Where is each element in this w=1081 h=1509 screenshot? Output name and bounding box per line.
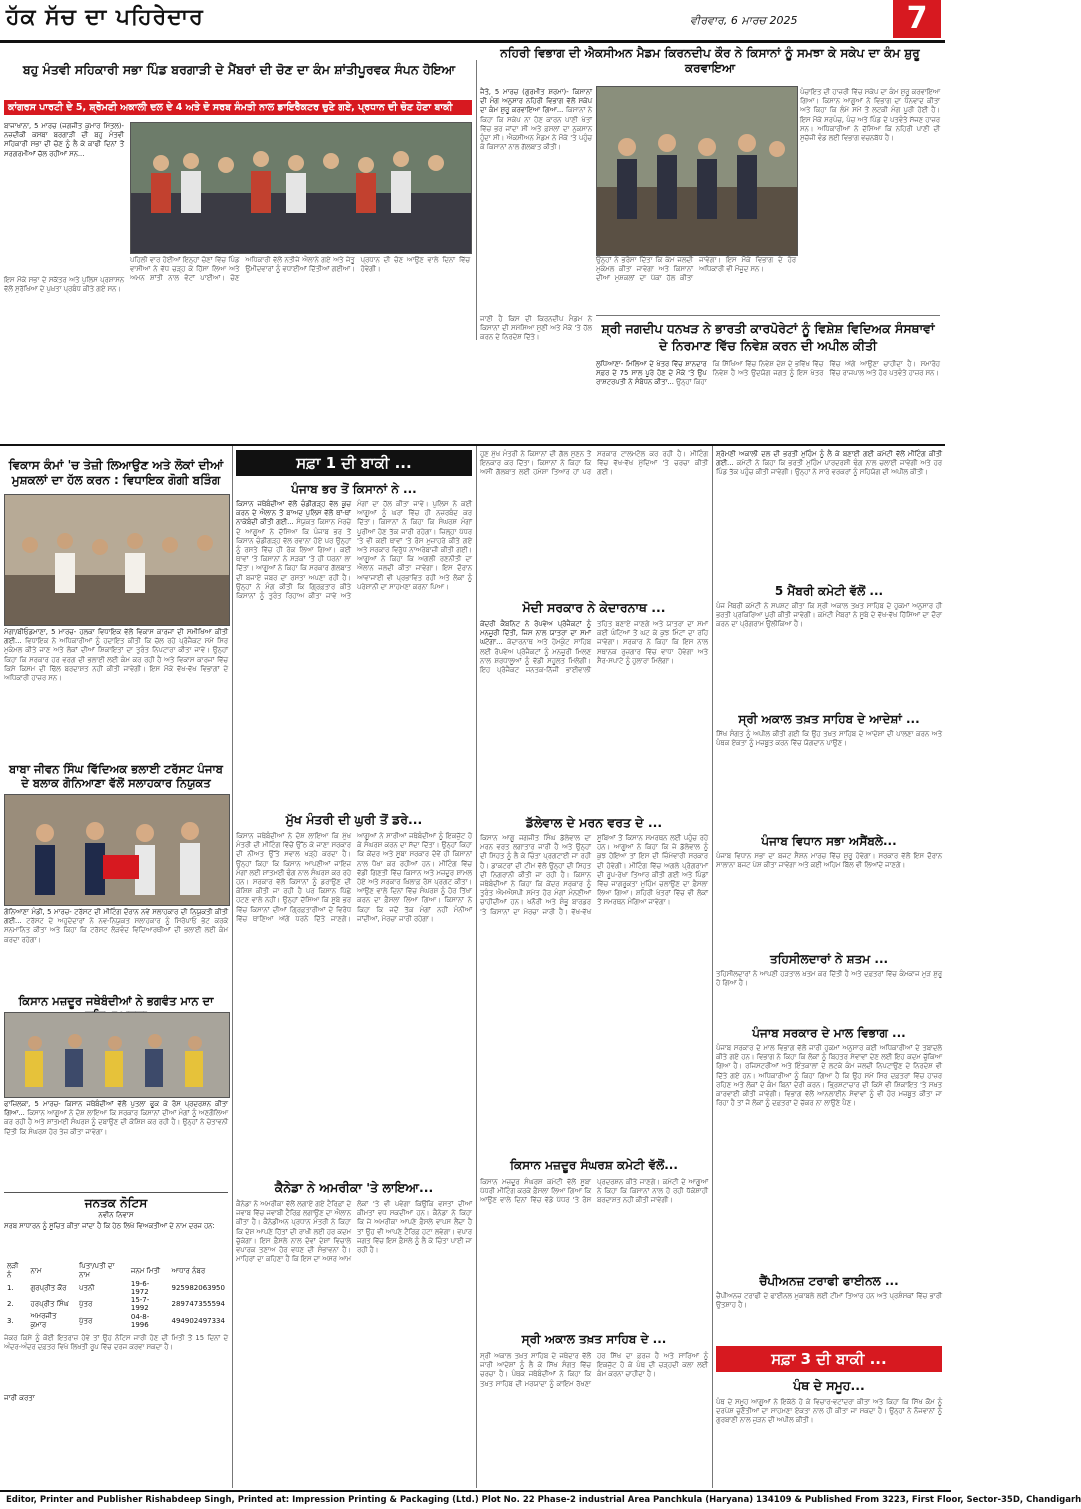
- page1-section-heading: ਮੁੱਖ ਮੰਤਰੀ ਦੀ ਘੁਰੀ ਤੋਂ ਡਰੇ...: [285, 812, 423, 827]
- col4-body-1: ਪੰਜ ਮੈਂਬਰੀ ਕਮੇਟੀ ਨੇ ਸਪਸ਼ਟ ਕੀਤਾ ਕਿ ਸ੍ਰੀ ਅਕਾਲ ਤਖ਼ਤ ਸਾਹਿਬ ਦੇ ਹੁਕਮਾਂ ਅਨੁਸਾਰ ਹੀ ਭਰਤੀ ਪ੍ਰਕਿਰਿਆ ਪੂਰੀ ਕੀਤੀ ਜਾਵੇਗੀ। ਕਮੇਟੀ ਮੈਂਬਰਾਂ ਨੇ ਸੂਬੇ ਦੇ ਵੱਖ-ਵੱਖ ਹਿੱਸਿਆਂ ਦਾ ਦੌਰਾ ਕਰਨ ਦਾ ਪ੍ਰੋਗਰਾਮ ਉਲੀਕਿਆ ਹੈ।: [716, 602, 942, 629]
- col3-body-3: ਕਿਸਾਨ ਮਜ਼ਦੂਰ ਸੰਘਰਸ਼ ਕਮੇਟੀ ਵੱਲੋਂ ਸੂਬਾ ਪੱਧਰੀ ਮੀਟਿੰਗ ਕਰਕੇ ਫ਼ੈਸਲਾ ਲਿਆ ਗਿਆ ਕਿ ਆਉਣ ਵਾਲੇ ਦਿਨਾਂ ਵਿੱਚ ਵੱਡੇ ਪੱਧਰ 'ਤੇ ਰੋਸ ਪ੍ਰਦਰਸ਼ਨ ਕੀਤੇ ਜਾਣਗੇ। ਕਮੇਟੀ ਦੇ ਆਗੂਆਂ ਨੇ ਕਿਹਾ ਕਿ ਕਿਸਾਨਾਂ ਨਾਲ ਹੋ ਰਹੀ ਧੱਕੇਸ਼ਾਹੀ ਬਰਦਾਸ਼ਤ ਨਹੀਂ ਕੀਤੀ ਜਾਵੇਗੀ।: [480, 1178, 708, 1205]
- col4-section-heading: ਪੰਥ ਦੇ ਸਮੂਹ...: [793, 1378, 865, 1393]
- page1-continued-bar: ਸਫ਼ਾ 1 ਦੀ ਬਾਕੀ ...: [236, 450, 472, 476]
- page1-section-heading: ਕੈਨੇਡਾ ਨੇ ਅਮਰੀਕਾ 'ਤੇ ਲਾਇਆ...: [274, 1180, 434, 1195]
- col4-section-heading: ਪੰਜਾਬ ਸਰਕਾਰ ਦੇ ਮਾਲ ਵਿਭਾਗ ...: [752, 1026, 906, 1040]
- notice-header: ਲੜੀ ਨੰ: [7, 1262, 19, 1279]
- col4-body-4: ਤਹਿਸੀਲਦਾਰਾਂ ਨੇ ਆਪਣੀ ਹੜਤਾਲ ਖ਼ਤਮ ਕਰ ਦਿੱਤੀ ਹੈ ਅਤੇ ਦਫ਼ਤਰਾਂ ਵਿੱਚ ਕੰਮਕਾਜ ਮੁੜ ਸ਼ੁਰੂ ਹੋ ਗਿਆ ਹੈ।: [716, 970, 942, 988]
- col3-section-heading: ਮੋਦੀ ਸਰਕਾਰ ਨੇ ਕੇਦਾਰਨਾਥ ...: [522, 600, 666, 615]
- story2-body-right: ਪੰਚਾਇਤ ਦੀ ਹਾਜ਼ਰੀ ਵਿੱਚ ਸਕੇਪ ਦਾ ਕੰਮ ਸ਼ੁਰੂ ਕਰਵਾਇਆ ਗਿਆ। ਕਿਸਾਨ ਆਗੂਆਂ ਨੇ ਵਿਭਾਗ ਦਾ ਧੰਨਵਾਦ ਕੀਤਾ ਅਤੇ ਕਿਹਾ ਕਿ ਲੰਮੇ ਸਮੇਂ ਤੋਂ ਲਟਕੀ ਮੰਗ ਪੂਰੀ ਹੋਈ ਹੈ। ਇਸ ਮੌਕੇ ਸਰਪੰਚ, ਪੰਚ ਅਤੇ ਪਿੰਡ ਦੇ ਪਤਵੰਤੇ ਸੱਜਣ ਹਾਜ਼ਰ ਸਨ। ਅਧਿਕਾਰੀਆਂ ਨੇ ਦੱਸਿਆ ਕਿ ਨਹਿਰੀ ਪਾਣੀ ਦੀ ਸੁਚੱਜੀ ਵੰਡ ਲਈ ਵਿਭਾਗ ਵਚਨਬੱਧ ਹੈ।: [800, 88, 940, 143]
- notice-body: [4, 1222, 228, 1262]
- col4-intro: ਸ਼੍ਰੋਮਣੀ ਅਕਾਲੀ ਦਲ ਦੀ ਭਰਤੀ ਮੁਹਿੰਮ ਨੂੰ ਲੈ ਕੇ ਬਣਾਈ ਗਈ ਕਮੇਟੀ ਵੱਲੋਂ ਮੀਟਿੰਗ ਕੀਤੀ ਗਈ... ਕਮੇਟੀ ਨੇ ਕਿਹਾ ਕਿ ਭਰਤੀ ਮੁਹਿੰਮ ਪਾਰਦਰਸ਼ੀ ਢੰਗ ਨਾਲ ਚਲਾਈ ਜਾਵੇਗੀ ਅਤੇ ਹਰ ਪਿੰਡ ਤੱਕ ਪਹੁੰਚ ਕੀਤੀ ਜਾਵੇਗੀ। ਉਨ੍ਹਾਂ ਨੇ ਸਾਰੇ ਵਰਕਰਾਂ ਨੂੰ ਸਹਿਯੋਗ ਦੀ ਅਪੀਲ ਕੀਤੀ।: [716, 450, 942, 477]
- notice-header: ਜਨਮ ਮਿਤੀ: [130, 1266, 161, 1275]
- story1-photo: [130, 122, 472, 254]
- table-cell: ਪੁੱਤਰ: [78, 1299, 93, 1308]
- table-row: [4, 1312, 228, 1330]
- col3-section-heading: ਡੱਲੇਵਾਲ ਦੇ ਮਰਨ ਵਰਤ ਦੇ ...: [525, 815, 663, 830]
- story1-headline: ਬਹੁ ਮੰਤਵੀ ਸਹਿਕਾਰੀ ਸਭਾ ਪਿੰਡ ਬਰਗਾੜੀ ਦੇ ਮੈਂਬਰਾਂ ਦੀ ਚੋਣ ਦਾ ਕੰਮ ਸ਼ਾਂਤੀਪੂਰਵਕ ਸੰਪਨ ਹੋਇਆ: [22, 62, 456, 77]
- story3-text: ਲੁਧਿਆਣਾ- ਮਿਲਿਆ ਦੇ ਖੇਤਰ ਵਿੱਚ ਸ਼ਾਨਦਾਰ ਸਫ਼ਰ ਦੇ 75 ਸਾਲ ਪੂਰੇ ਹੋਣ ਦੇ ਮੌਕੇ 'ਤੇ ਉਪ ਰਾਸ਼ਟਰਪਤੀ ਨੇ ਸੰਬੋਧਨ ਕੀਤਾ...: [596, 360, 707, 387]
- story1-body-left: ਇਸ ਮੌਕੇ ਸਭਾ ਦੇ ਸਕੱਤਰ ਅਤੇ ਪੁਲਿਸ ਪ੍ਰਸ਼ਾਸਨ ਵੱਲੋਂ ਸੁਰੱਖਿਆ ਦੇ ਪੁਖ਼ਤਾ ਪ੍ਰਬੰਧ ਕੀਤੇ ਗਏ ਸਨ।: [4, 276, 124, 294]
- column-divider: [476, 60, 477, 340]
- notice-header: ਪਿਤਾ/ਪਤੀ ਦਾ ਨਾਮ: [78, 1262, 115, 1279]
- notice-table: [4, 1262, 228, 1330]
- story4-text: ਮੋਗਾ/ਬੀਓਡਮਾਣਾ, 5 ਮਾਰਚ- ਹਲਕਾ ਵਿਧਾਇਕ ਵੱਲੋਂ ਵਿਕਾਸ ਕਾਰਜਾਂ ਦੀ ਸਮੀਖਿਆ ਕੀਤੀ ਗਈ...: [4, 628, 228, 646]
- public-notice: [4, 1192, 228, 1487]
- col4-body-6: ਚੈਂਪੀਅਨਜ਼ ਟਰਾਫੀ ਦੇ ਫਾਈਨਲ ਮੁਕਾਬਲੇ ਲਈ ਟੀਮਾਂ ਤਿਆਰ ਹਨ ਅਤੇ ਪ੍ਰਸ਼ੰਸਕਾਂ ਵਿੱਚ ਭਾਰੀ ਉਤਸ਼ਾਹ ਹੈ।: [716, 1292, 942, 1310]
- table-cell: 1.: [7, 1284, 14, 1292]
- col4-body-2: ਸਿੱਖ ਸੰਗਤ ਨੂੰ ਅਪੀਲ ਕੀਤੀ ਗਈ ਕਿ ਉਹ ਤਖ਼ਤ ਸਾਹਿਬ ਦੇ ਆਦੇਸ਼ਾਂ ਦੀ ਪਾਲਣਾ ਕਰਨ ਅਤੇ ਪੰਥਕ ਏਕਤਾ ਨੂੰ ਮਜ਼ਬੂਤ ਕਰਨ ਵਿੱਚ ਯੋਗਦਾਨ ਪਾਉਣ।: [716, 730, 942, 748]
- page-divider: [0, 444, 945, 446]
- notice-title: ਜਨਤਕ ਨੋਟਿਸ: [84, 1196, 148, 1210]
- page1-body-2: ਕਿਸਾਨ ਜਥੇਬੰਦੀਆਂ ਨੇ ਦੋਸ਼ ਲਾਇਆ ਕਿ ਮੁੱਖ ਮੰਤਰੀ ਦੀ ਮੀਟਿੰਗ ਵਿੱਚੋਂ ਉੱਠ ਕੇ ਜਾਣਾ ਸਰਕਾਰ ਦੀ ਨੀਅਤ ਉੱਤੇ ਸਵਾਲ ਖੜ੍ਹੇ ਕਰਦਾ ਹੈ। ਉਨ੍ਹਾਂ ਕਿਹਾ ਕਿ ਕਿਸਾਨ ਆਪਣੀਆਂ ਜਾਇਜ਼ ਮੰਗਾਂ ਲਈ ਸ਼ਾਂਤਮਈ ਢੰਗ ਨਾਲ ਸੰਘਰਸ਼ ਕਰ ਰਹੇ ਹਨ। ਸਰਕਾਰ ਵੱਲੋਂ ਕਿਸਾਨਾਂ ਨੂੰ ਡਰਾਉਣ ਦੀ ਕੋਸ਼ਿਸ਼ ਕੀਤੀ ਜਾ ਰਹੀ ਹੈ ਪਰ ਕਿਸਾਨ ਪਿੱਛੇ ਹਟਣ ਵਾਲੇ ਨਹੀਂ। ਉਨ੍ਹਾਂ ਦੱਸਿਆ ਕਿ ਸੂਬੇ ਭਰ ਵਿੱਚ ਕਿਸਾਨਾਂ ਦੀਆਂ ਗ੍ਰਿਫ਼ਤਾਰੀਆਂ ਦੇ ਵਿਰੋਧ ਵਿੱਚ ਥਾਣਿਆਂ ਅੱਗੇ ਧਰਨੇ ਦਿੱਤੇ ਜਾਣਗੇ। ਆਗੂਆਂ ਨੇ ਸਾਰੀਆਂ ਜਥੇਬੰਦੀਆਂ ਨੂੰ ਇਕਜੁੱਟ ਹੋ ਕੇ ਸੰਘਰਸ਼ ਕਰਨ ਦਾ ਸੱਦਾ ਦਿੱਤਾ। ਉਨ੍ਹਾਂ ਕਿਹਾ ਕਿ ਕੇਂਦਰ ਅਤੇ ਸੂਬਾ ਸਰਕਾਰ ਦੋਵੇਂ ਹੀ ਕਿਸਾਨਾਂ ਨਾਲ ਧੋਖਾ ਕਰ ਰਹੀਆਂ ਹਨ। ਮੀਟਿੰਗ ਵਿੱਚ ਵੱਡੀ ਗਿਣਤੀ ਵਿੱਚ ਕਿਸਾਨ ਅਤੇ ਮਜ਼ਦੂਰ ਸ਼ਾਮਲ ਹੋਏ ਅਤੇ ਸਰਕਾਰ ਖ਼ਿਲਾਫ਼ ਰੋਸ ਪ੍ਰਗਟ ਕੀਤਾ। ਆਉਣ ਵਾਲੇ ਦਿਨਾਂ ਵਿੱਚ ਸੰਘਰਸ਼ ਨੂੰ ਹੋਰ ਤਿੱਖਾ ਕਰਨ ਦਾ ਫ਼ੈਸਲਾ ਲਿਆ ਗਿਆ। ਕਿਸਾਨਾਂ ਨੇ ਕਿਹਾ ਕਿ ਜਦੋਂ ਤੱਕ ਮੰਗਾਂ ਨਹੀਂ ਮੰਨੀਆਂ ਜਾਂਦੀਆਂ, ਮੋਰਚਾ ਜਾਰੀ ਰਹੇਗਾ।: [236, 832, 472, 923]
- story2-photo: [596, 86, 798, 256]
- notice-header: ਆਧਾਰ ਨੰਬਰ: [171, 1266, 206, 1275]
- story6-text: ਫਾਜ਼ਿਲਕਾ, 5 ਮਾਰਚ- ਕਿਸਾਨ ਜਥੇਬੰਦੀਆਂ ਵੱਲੋਂ ਪੁਤਲਾ ਫੂਕ ਕੇ ਰੋਸ ਪ੍ਰਦਰਸ਼ਨ ਕੀਤਾ ਗਿਆ...: [4, 1100, 228, 1118]
- notice-subtitle: ਨਵੀਨ ਨਿਵਾਸ: [98, 1211, 134, 1219]
- page1-text: ਕਿਸਾਨ ਜਥੇਬੰਦੀਆਂ ਵੱਲੋਂ ਚੰਡੀਗੜ੍ਹ ਵੱਲ ਕੂਚ ਕਰਨ ਦੇ ਐਲਾਨ ਤੋਂ ਬਾਅਦ ਪੁਲਿਸ ਵੱਲੋਂ ਥਾਂ-ਥਾਂ ਨਾਕੇਬੰਦੀ ਕੀਤੀ ਗਈ...: [236, 500, 351, 527]
- story1-body: [4, 122, 124, 272]
- officials-photo-image: [597, 87, 797, 255]
- page1-section-heading: ਪੰਜਾਬ ਭਰ ਤੋਂ ਕਿਸਾਨਾਂ ਨੇ ...: [291, 482, 417, 496]
- table-cell: 04-8-1996: [130, 1313, 150, 1329]
- story3-body: ਲੁਧਿਆਣਾ- ਮਿਲਿਆ ਦੇ ਖੇਤਰ ਵਿੱਚ ਸ਼ਾਨਦਾਰ ਸਫ਼ਰ ਦੇ 75 ਸਾਲ ਪੂਰੇ ਹੋਣ ਦੇ ਮੌਕੇ 'ਤੇ ਉਪ ਰਾਸ਼ਟਰਪਤੀ ਨੇ ਸੰਬੋਧਨ ਕੀਤਾ... ਉਨ੍ਹਾਂ ਕਿਹਾ ਕਿ ਸਿੱਖਿਆ ਵਿੱਚ ਨਿਵੇਸ਼ ਦੇਸ਼ ਦੇ ਭਵਿੱਖ ਵਿੱਚ ਨਿਵੇਸ਼ ਹੈ ਅਤੇ ਉਦਯੋਗ ਜਗਤ ਨੂੰ ਇਸ ਖੇਤਰ ਵਿੱਚ ਅੱਗੇ ਆਉਣਾ ਚਾਹੀਦਾ ਹੈ। ਸਮਾਰੋਹ ਵਿੱਚ ਰਾਜਪਾਲ ਅਤੇ ਹੋਰ ਪਤਵੰਤੇ ਹਾਜ਼ਰ ਸਨ।: [596, 360, 940, 387]
- table-cell: ਪੁੱਤਰ: [78, 1316, 93, 1325]
- notice-body-cont: ਜੇਕਰ ਕਿਸੇ ਨੂੰ ਕੋਈ ਇਤਰਾਜ਼ ਹੋਵੇ ਤਾਂ ਉਹ ਨੋਟਿਸ ਜਾਰੀ ਹੋਣ ਦੀ ਮਿਤੀ ਤੋਂ 15 ਦਿਨਾਂ ਦੇ ਅੰਦਰ-ਅੰਦਰ ਦਫ਼ਤਰ ਵਿਖੇ ਲਿਖਤੀ ਰੂਪ ਵਿੱਚ ਦਰਜ ਕਰਵਾ ਸਕਦਾ ਹੈ।: [4, 1334, 228, 1352]
- notice-signature: ਜਾਰੀ ਕਰਤਾ: [4, 1394, 35, 1402]
- col3-section-heading: ਸ੍ਰੀ ਅਕਾਲ ਤਖ਼ਤ ਸਾਹਿਬ ਦੇ ...: [521, 1332, 667, 1346]
- masthead: [0, 0, 945, 43]
- footer-imprint: Editor, Printer and Publisher Rishabdeep Singh, Printed at: Impression Printing & Packaging (Ltd.) Plot No. 22 Phase-2 industrial Area Panchkula (Haryana) 134109 & Published From 3223, First Floor, Sector-35D, Chandigarh: [0, 1490, 951, 1509]
- meeting-photo-image: [5, 495, 229, 625]
- table-cell: 925982063950: [171, 1284, 225, 1292]
- table-cell: 3.: [7, 1317, 14, 1325]
- col4-section-heading: ਸ੍ਰੀ ਅਕਾਲ ਤਖ਼ਤ ਸਾਹਿਬ ਦੇ ਆਦੇਸ਼ਾਂ ...: [738, 712, 920, 726]
- table-cell: ਗੁਰਪ੍ਰੀਤ ਕੌਰ: [30, 1283, 67, 1292]
- col4-section-heading: ਤਹਿਸੀਲਦਾਰਾਂ ਨੇ ਸ਼ਤਮ ...: [769, 952, 889, 966]
- col4-text: ਸ਼੍ਰੋਮਣੀ ਅਕਾਲੀ ਦਲ ਦੀ ਭਰਤੀ ਮੁਹਿੰਮ ਨੂੰ ਲੈ ਕੇ ਬਣਾਈ ਗਈ ਕਮੇਟੀ ਵੱਲੋਂ ਮੀਟਿੰਗ ਕੀਤੀ ਗਈ...: [716, 450, 942, 468]
- table-cell: ਹਰਪ੍ਰੀਤ ਸਿੰਘ: [30, 1299, 69, 1308]
- col4-body-3: ਪੰਜਾਬ ਵਿਧਾਨ ਸਭਾ ਦਾ ਬਜਟ ਸੈਸ਼ਨ ਮਾਰਚ ਵਿੱਚ ਸ਼ੁਰੂ ਹੋਵੇਗਾ। ਸਰਕਾਰ ਵੱਲੋਂ ਇਸ ਦੌਰਾਨ ਸਾਲਾਨਾ ਬਜਟ ਪੇਸ਼ ਕੀਤਾ ਜਾਵੇਗਾ ਅਤੇ ਕਈ ਅਹਿਮ ਬਿੱਲ ਵੀ ਲਿਆਂਦੇ ਜਾਣਗੇ।: [716, 852, 942, 870]
- table-cell: 15-7-1992: [130, 1296, 150, 1312]
- col3-intro: ਹੁਣ ਮੁੱਖ ਮੰਤਰੀ ਨੇ ਕਿਸਾਨਾਂ ਦੀ ਗੱਲ ਸੁਣਨ ਤੋਂ ਇਨਕਾਰ ਕਰ ਦਿੱਤਾ। ਕਿਸਾਨਾਂ ਨੇ ਕਿਹਾ ਕਿ ਅਸੀਂ ਗੱਲਬਾਤ ਲਈ ਹਮੇਸ਼ਾ ਤਿਆਰ ਹਾਂ ਪਰ ਸਰਕਾਰ ਟਾਲਮਟੋਲ ਕਰ ਰਹੀ ਹੈ। ਮੀਟਿੰਗ ਵਿੱਚ ਵੱਖ-ਵੱਖ ਮੁੱਦਿਆਂ 'ਤੇ ਚਰਚਾ ਕੀਤੀ ਗਈ।: [480, 450, 708, 477]
- appointment-photo-image: [5, 795, 229, 905]
- col4-body-5: ਪੰਜਾਬ ਸਰਕਾਰ ਦੇ ਮਾਲ ਵਿਭਾਗ ਵੱਲੋਂ ਜਾਰੀ ਹੁਕਮਾਂ ਅਨੁਸਾਰ ਕਈ ਅਧਿਕਾਰੀਆਂ ਦੇ ਤਬਾਦਲੇ ਕੀਤੇ ਗਏ ਹਨ। ਵਿਭਾਗ ਨੇ ਕਿਹਾ ਕਿ ਲੋਕਾਂ ਨੂੰ ਬਿਹਤਰ ਸੇਵਾਵਾਂ ਦੇਣ ਲਈ ਇਹ ਕਦਮ ਚੁੱਕਿਆ ਗਿਆ ਹੈ। ਰਜਿਸਟਰੀਆਂ ਅਤੇ ਇੰਤਕਾਲਾਂ ਦੇ ਲਟਕੇ ਕੰਮ ਜਲਦੀ ਨਿਪਟਾਉਣ ਦੇ ਨਿਰਦੇਸ਼ ਵੀ ਦਿੱਤੇ ਗਏ ਹਨ। ਅਧਿਕਾਰੀਆਂ ਨੂੰ ਕਿਹਾ ਗਿਆ ਹੈ ਕਿ ਉਹ ਸਮੇਂ ਸਿਰ ਦਫ਼ਤਰਾਂ ਵਿੱਚ ਹਾਜ਼ਰ ਰਹਿਣ ਅਤੇ ਲੋਕਾਂ ਦੇ ਕੰਮ ਬਿਨਾਂ ਦੇਰੀ ਕਰਨ। ਭ੍ਰਿਸ਼ਟਾਚਾਰ ਦੀ ਕਿਸੇ ਵੀ ਸ਼ਿਕਾਇਤ 'ਤੇ ਸਖ਼ਤ ਕਾਰਵਾਈ ਕੀਤੀ ਜਾਵੇਗੀ। ਵਿਭਾਗ ਵੱਲੋਂ ਆਨਲਾਈਨ ਸੇਵਾਵਾਂ ਨੂੰ ਵੀ ਹੋਰ ਮਜ਼ਬੂਤ ਕੀਤਾ ਜਾ ਰਿਹਾ ਹੈ ਤਾਂ ਜੋ ਲੋਕਾਂ ਨੂੰ ਦਫ਼ਤਰਾਂ ਦੇ ਚੱਕਰ ਨਾ ਲਾਉਣੇ ਪੈਣ।: [716, 1044, 942, 1108]
- story1-body-cont: ਪਹਿਲੀ ਵਾਰ ਹੋਈਆਂ ਇਨ੍ਹਾਂ ਚੋਣਾਂ ਵਿੱਚ ਪਿੰਡ ਵਾਸੀਆਂ ਨੇ ਵੱਧ ਚੜ੍ਹ ਕੇ ਹਿੱਸਾ ਲਿਆ ਅਤੇ ਅਮਨ ਸ਼ਾਂਤੀ ਨਾਲ ਵੋਟਾਂ ਪਾਈਆਂ। ਚੋਣ ਅਧਿਕਾਰੀ ਵੱਲੋਂ ਨਤੀਜੇ ਐਲਾਨੇ ਗਏ ਅਤੇ ਜੇਤੂ ਉਮੀਦਵਾਰਾਂ ਨੂੰ ਵਧਾਈਆਂ ਦਿੱਤੀਆਂ ਗਈਆਂ। ਪ੍ਰਧਾਨ ਦੀ ਚੋਣ ਆਉਣ ਵਾਲੇ ਦਿਨਾਂ ਵਿੱਚ ਹੋਵੇਗੀ।: [130, 256, 470, 283]
- story2-text: ਜੈਤੋ, 5 ਮਾਰਚ (ਗੁਰਮੀਤ ਸ਼ਰਮਾ)- ਕਿਸਾਨਾਂ ਦੀ ਮੰਗ ਅਨੁਸਾਰ ਨਹਿਰੀ ਵਿਭਾਗ ਵੱਲੋਂ ਸਕੇਪ ਦਾ ਕੰਮ ਸ਼ੁਰੂ ਕਰਵਾਇਆ ਗਿਆ...: [480, 88, 592, 115]
- story5-headline: ਬਾਬਾ ਜੀਵਨ ਸਿੰਘ ਵਿੱਦਿਅਕ ਭਲਾਈ ਟਰੱਸਟ ਪੰਜਾਬ ਦੇ ਬਲਾਕ ਗੋਨਿਆਣਾ ਵੱਲੋਂ ਸਲਾਹਕਾਰ ਨਿਯੁਕਤ: [9, 762, 223, 790]
- table-cell: 289747355594: [171, 1300, 225, 1308]
- table-cell: ਪਤਨੀ: [78, 1283, 95, 1292]
- page3-continued-bar: ਸਫ਼ਾ 3 ਦੀ ਬਾਕੀ ...: [716, 1346, 942, 1372]
- col3-text: ਕੇਂਦਰੀ ਕੈਬਨਿਟ ਨੇ ਰੋਪਵੇਅ ਪ੍ਰੋਜੈਕਟਾਂ ਨੂੰ ਮਨਜ਼ੂਰੀ ਦਿੱਤੀ, ਜਿਸ ਨਾਲ ਯਾਤਰਾ ਦਾ ਸਮਾਂ ਘਟੇਗਾ...: [480, 620, 591, 647]
- notice-header: ਨਾਮ: [30, 1266, 42, 1275]
- story4-body: ਮੋਗਾ/ਬੀਓਡਮਾਣਾ, 5 ਮਾਰਚ- ਹਲਕਾ ਵਿਧਾਇਕ ਵੱਲੋਂ ਵਿਕਾਸ ਕਾਰਜਾਂ ਦੀ ਸਮੀਖਿਆ ਕੀਤੀ ਗਈ... ਵਿਧਾਇਕ ਨੇ ਅਧਿਕਾਰੀਆਂ ਨੂੰ ਹਦਾਇਤ ਕੀਤੀ ਕਿ ਚੱਲ ਰਹੇ ਪ੍ਰੋਜੈਕਟ ਸਮੇਂ ਸਿਰ ਮੁਕੰਮਲ ਕੀਤੇ ਜਾਣ ਅਤੇ ਲੋਕਾਂ ਦੀਆਂ ਸ਼ਿਕਾਇਤਾਂ ਦਾ ਤੁਰੰਤ ਨਿਪਟਾਰਾ ਕੀਤਾ ਜਾਵੇ। ਉਨ੍ਹਾਂ ਕਿਹਾ ਕਿ ਸਰਕਾਰ ਹਰ ਵਰਗ ਦੀ ਭਲਾਈ ਲਈ ਕੰਮ ਕਰ ਰਹੀ ਹੈ ਅਤੇ ਵਿਕਾਸ ਕਾਰਜਾਂ ਵਿੱਚ ਕਿਸੇ ਕਿਸਮ ਦੀ ਢਿੱਲ ਬਰਦਾਸ਼ਤ ਨਹੀਂ ਕੀਤੀ ਜਾਵੇਗੀ। ਇਸ ਮੌਕੇ ਵੱਖ-ਵੱਖ ਵਿਭਾਗਾਂ ਦੇ ਅਧਿਕਾਰੀ ਹਾਜ਼ਰ ਸਨ।: [4, 628, 228, 683]
- story6-headline: ਕਿਸਾਨ ਮਜ਼ਦੂਰ ਜਥੇਬੰਦੀਆਂ ਨੇ ਭਗਵੰਤ ਮਾਨ ਦਾ: [18, 994, 214, 1008]
- col3-body-2: ਕਿਸਾਨ ਆਗੂ ਜਗਜੀਤ ਸਿੰਘ ਡੱਲੇਵਾਲ ਦਾ ਮਰਨ ਵਰਤ ਲਗਾਤਾਰ ਜਾਰੀ ਹੈ ਅਤੇ ਉਨ੍ਹਾਂ ਦੀ ਸਿਹਤ ਨੂੰ ਲੈ ਕੇ ਚਿੰਤਾ ਪ੍ਰਗਟਾਈ ਜਾ ਰਹੀ ਹੈ। ਡਾਕਟਰਾਂ ਦੀ ਟੀਮ ਵੱਲੋਂ ਉਨ੍ਹਾਂ ਦੀ ਸਿਹਤ ਦੀ ਨਿਗਰਾਨੀ ਕੀਤੀ ਜਾ ਰਹੀ ਹੈ। ਕਿਸਾਨ ਜਥੇਬੰਦੀਆਂ ਨੇ ਕਿਹਾ ਕਿ ਕੇਂਦਰ ਸਰਕਾਰ ਨੂੰ ਤੁਰੰਤ ਐਮਐਸਪੀ ਸਮੇਤ ਹੋਰ ਮੰਗਾਂ ਮੰਨਣੀਆਂ ਚਾਹੀਦੀਆਂ ਹਨ। ਖਨੌਰੀ ਅਤੇ ਸ਼ੰਭੂ ਬਾਰਡਰ 'ਤੇ ਕਿਸਾਨਾਂ ਦਾ ਮੋਰਚਾ ਜਾਰੀ ਹੈ। ਵੱਖ-ਵੱਖ ਸੂਬਿਆਂ ਤੋਂ ਕਿਸਾਨ ਸਮਰਥਨ ਲਈ ਪਹੁੰਚ ਰਹੇ ਹਨ। ਆਗੂਆਂ ਨੇ ਕਿਹਾ ਕਿ ਜੇ ਡੱਲੇਵਾਲ ਨੂੰ ਕੁਝ ਹੋਇਆ ਤਾਂ ਇਸ ਦੀ ਜ਼ਿੰਮੇਵਾਰੀ ਸਰਕਾਰ ਦੀ ਹੋਵੇਗੀ। ਮੀਟਿੰਗ ਵਿੱਚ ਅਗਲੇ ਪ੍ਰੋਗਰਾਮਾਂ ਦੀ ਰੂਪ-ਰੇਖਾ ਤਿਆਰ ਕੀਤੀ ਗਈ ਅਤੇ ਪਿੰਡਾਂ ਵਿੱਚ ਜਾਗਰੂਕਤਾ ਮੁਹਿੰਮ ਚਲਾਉਣ ਦਾ ਫ਼ੈਸਲਾ ਲਿਆ ਗਿਆ। ਸ਼ਹਿਰੀ ਖੇਤਰਾਂ ਵਿੱਚ ਵੀ ਲੋਕਾਂ ਤੋਂ ਸਮਰਥਨ ਮੰਗਿਆ ਜਾਵੇਗਾ।: [480, 834, 708, 916]
- col4-section-heading: ਪੰਜਾਬ ਵਿਧਾਨ ਸਭਾ ਅਸੈਂਬਲੇ...: [761, 834, 897, 848]
- column-divider: [232, 446, 233, 1488]
- table-row: [4, 1296, 228, 1312]
- table-cell: 2.: [7, 1300, 14, 1308]
- story1-banner: ਕਾਂਗਰਸ ਪਾਰਟੀ ਦੇ 5, ਸ਼੍ਰੋਮਣੀ ਅਕਾਲੀ ਦਲ ਦੇ 4 ਅਤੇ ਦੋ ਸਰਬ ਸੰਮਤੀ ਨਾਲ ਡਾਇਰੈਕਟਰ ਚੁਣੇ ਗਏ, ਪ੍ਰਧਾਨ ਦੀ ਚੋਣ ਹੋਣਾ ਬਾਕੀ: [4, 100, 472, 115]
- table-row: [4, 1280, 228, 1296]
- col4-section-heading: 5 ਮੈਂਬਰੀ ਕਮੇਟੀ ਵੱਲੋਂ ...: [774, 584, 884, 598]
- story5-photo: [4, 794, 230, 906]
- col3-section-heading: ਕਿਸਾਨ ਮਜ਼ਦੂਰ ਸੰਘਰਸ਼ ਕਮੇਟੀ ਵੱਲੋਂ...: [510, 1158, 678, 1172]
- column-divider: [712, 446, 713, 1488]
- story4-headline: ਵਿਕਾਸ ਕੰਮਾਂ 'ਚ ਤੇਜ਼ੀ ਲਿਆਉਣ ਅਤੇ ਲੋਕਾਂ ਦੀਆਂ ਮੁਸ਼ਕਲਾਂ ਦਾ ਹੱਲ ਕਰਨ : ਵਿਧਾਇਕ ਗੋਗੀ ਬੜਿੰਗ: [8, 458, 224, 487]
- story2-body-lower: ਜਾਣੀ ਹੈ ਕਿਸ ਦੀ ਕਿਰਨਦੀਪ ਮੈਡਮ ਨੇ ਕਿਸਾਨਾਂ ਦੀ ਸਮੱਸਿਆ ਸੁਣੀ ਅਤੇ ਮੌਕੇ 'ਤੇ ਹੱਲ ਕਰਨ ਦੇ ਨਿਰਦੇਸ਼ ਦਿੱਤੇ।: [480, 315, 592, 342]
- column-divider: [476, 446, 477, 1488]
- section-divider: [596, 315, 940, 316]
- story2-body-cont: ਉਨ੍ਹਾਂ ਨੇ ਭਰੋਸਾ ਦਿੱਤਾ ਕਿ ਕੰਮ ਜਲਦੀ ਮੁਕੰਮਲ ਕੀਤਾ ਜਾਵੇਗਾ ਅਤੇ ਕਿਸਾਨਾਂ ਦੀਆਂ ਮੁਸ਼ਕਲਾਂ ਦਾ ਪੱਕਾ ਹੱਲ ਕੀਤਾ ਜਾਵੇਗਾ। ਇਸ ਮੌਕੇ ਵਿਭਾਗ ਦੇ ਹੋਰ ਅਧਿਕਾਰੀ ਵੀ ਮੌਜੂਦ ਸਨ।: [596, 256, 796, 283]
- story4-photo: [4, 494, 230, 626]
- story5-text: ਗੋਨਿਆਣਾ ਮੰਡੀ, 5 ਮਾਰਚ- ਟਰੱਸਟ ਦੀ ਮੀਟਿੰਗ ਦੌਰਾਨ ਨਵੇਂ ਸਲਾਹਕਾਰ ਦੀ ਨਿਯੁਕਤੀ ਕੀਤੀ ਗਈ...: [4, 908, 228, 926]
- table-cell: 19-6-1972: [130, 1280, 150, 1296]
- story5-body: ਗੋਨਿਆਣਾ ਮੰਡੀ, 5 ਮਾਰਚ- ਟਰੱਸਟ ਦੀ ਮੀਟਿੰਗ ਦੌਰਾਨ ਨਵੇਂ ਸਲਾਹਕਾਰ ਦੀ ਨਿਯੁਕਤੀ ਕੀਤੀ ਗਈ... ਟਰੱਸਟ ਦੇ ਅਹੁਦੇਦਾਰਾਂ ਨੇ ਨਵ-ਨਿਯੁਕਤ ਸਲਾਹਕਾਰ ਨੂੰ ਸਿਰੋਪਾਓ ਭੇਟ ਕਰਕੇ ਸਨਮਾਨਿਤ ਕੀਤਾ ਅਤੇ ਕਿਹਾ ਕਿ ਟਰੱਸਟ ਲੋੜਵੰਦ ਵਿਦਿਆਰਥੀਆਂ ਦੀ ਭਲਾਈ ਲਈ ਕੰਮ ਕਰਦਾ ਰਹੇਗਾ।: [4, 908, 228, 944]
- group-photo-image: [131, 123, 471, 253]
- col4-section-heading: ਚੈਂਪੀਅਨਜ਼ ਟਰਾਫੀ ਫਾਈਨਲ ...: [759, 1274, 899, 1288]
- issue-date: ਵੀਰਵਾਰ, 6 ਮਾਰਚ 2025: [690, 14, 798, 27]
- col4-body-7: ਪੰਥ ਦੇ ਸਮੂਹ ਆਗੂਆਂ ਨੇ ਇਕੱਠੇ ਹੋ ਕੇ ਵਿਚਾਰ-ਵਟਾਂਦਰਾ ਕੀਤਾ ਅਤੇ ਕਿਹਾ ਕਿ ਸਿੱਖ ਕੌਮ ਨੂੰ ਦਰਪੇਸ਼ ਚੁਣੌਤੀਆਂ ਦਾ ਸਾਹਮਣਾ ਏਕਤਾ ਨਾਲ ਹੀ ਕੀਤਾ ਜਾ ਸਕਦਾ ਹੈ। ਉਨ੍ਹਾਂ ਨੇ ਨੌਜਵਾਨਾਂ ਨੂੰ ਗੁਰਬਾਣੀ ਨਾਲ ਜੁੜਨ ਦੀ ਅਪੀਲ ਕੀਤੀ।: [716, 1398, 942, 1425]
- story2-body: ਜੈਤੋ, 5 ਮਾਰਚ (ਗੁਰਮੀਤ ਸ਼ਰਮਾ)- ਕਿਸਾਨਾਂ ਦੀ ਮੰਗ ਅਨੁਸਾਰ ਨਹਿਰੀ ਵਿਭਾਗ ਵੱਲੋਂ ਸਕੇਪ ਦਾ ਕੰਮ ਸ਼ੁਰੂ ਕਰਵਾਇਆ ਗਿਆ... ਕਿਸਾਨਾਂ ਨੇ ਕਿਹਾ ਕਿ ਸਕੇਪ ਨਾ ਹੋਣ ਕਾਰਨ ਪਾਣੀ ਖੇਤਾਂ ਵਿੱਚ ਭਰ ਜਾਂਦਾ ਸੀ ਅਤੇ ਫ਼ਸਲਾਂ ਦਾ ਨੁਕਸਾਨ ਹੁੰਦਾ ਸੀ। ਐਕਸੀਅਨ ਮੈਡਮ ਨੇ ਮੌਕੇ 'ਤੇ ਪਹੁੰਚ ਕੇ ਕਿਸਾਨਾਂ ਨਾਲ ਗੱਲਬਾਤ ਕੀਤੀ।: [480, 88, 592, 152]
- story1-text: ਬਾਜਾਖਾਨਾ, 5 ਮਾਰਚ (ਜਗਜੀਤ ਕੁਮਾਰ ਮਿੱਤਲ)- ਨਜ਼ਦੀਕੀ ਕਸਬਾ ਬਰਗਾੜੀ ਦੀ ਬਹੁ ਮੰਤਵੀ ਸਹਿਕਾਰੀ ਸਭਾ ਦੀ ਚੋਣ ਨੂੰ ਲੈ ਕੇ ਕਾਫੀ ਦਿਨਾਂ ਤੋਂ ਸਰਗਰਮੀਆਂ ਚੱਲ ਰਹੀਆਂ ਸਨ...: [4, 122, 124, 158]
- page1-body-3: ਕੈਨੇਡਾ ਨੇ ਅਮਰੀਕਾ ਵੱਲੋਂ ਲਗਾਏ ਗਏ ਟੈਰਿਫ਼ਾਂ ਦੇ ਜਵਾਬ ਵਿੱਚ ਜਵਾਬੀ ਟੈਰਿਫ਼ ਲਗਾਉਣ ਦਾ ਐਲਾਨ ਕੀਤਾ ਹੈ। ਕੈਨੇਡੀਅਨ ਪ੍ਰਧਾਨ ਮੰਤਰੀ ਨੇ ਕਿਹਾ ਕਿ ਦੇਸ਼ ਆਪਣੇ ਹਿੱਤਾਂ ਦੀ ਰਾਖੀ ਲਈ ਹਰ ਕਦਮ ਚੁੱਕੇਗਾ। ਇਸ ਫ਼ੈਸਲੇ ਨਾਲ ਦੋਵਾਂ ਦੇਸ਼ਾਂ ਵਿਚਾਲੇ ਵਪਾਰਕ ਤਣਾਅ ਹੋਰ ਵਧਣ ਦੀ ਸੰਭਾਵਨਾ ਹੈ। ਮਾਹਿਰਾਂ ਦਾ ਕਹਿਣਾ ਹੈ ਕਿ ਇਸ ਦਾ ਅਸਰ ਆਮ ਲੋਕਾਂ 'ਤੇ ਵੀ ਪਵੇਗਾ ਕਿਉਂਕਿ ਵਸਤਾਂ ਦੀਆਂ ਕੀਮਤਾਂ ਵਧ ਸਕਦੀਆਂ ਹਨ। ਕੈਨੇਡਾ ਨੇ ਕਿਹਾ ਕਿ ਜੇ ਅਮਰੀਕਾ ਆਪਣੇ ਫ਼ੈਸਲੇ ਵਾਪਸ ਲੈਂਦਾ ਹੈ ਤਾਂ ਉਹ ਵੀ ਆਪਣੇ ਟੈਰਿਫ਼ ਹਟਾ ਲਵੇਗਾ। ਵਪਾਰ ਜਗਤ ਵਿੱਚ ਇਸ ਫ਼ੈਸਲੇ ਨੂੰ ਲੈ ਕੇ ਚਿੰਤਾ ਪਾਈ ਜਾ ਰਹੀ ਹੈ।: [236, 1200, 472, 1264]
- page-number: 7: [893, 0, 941, 38]
- col3-body: ਕੇਂਦਰੀ ਕੈਬਨਿਟ ਨੇ ਰੋਪਵੇਅ ਪ੍ਰੋਜੈਕਟਾਂ ਨੂੰ ਮਨਜ਼ੂਰੀ ਦਿੱਤੀ, ਜਿਸ ਨਾਲ ਯਾਤਰਾ ਦਾ ਸਮਾਂ ਘਟੇਗਾ... ਕੇਦਾਰਨਾਥ ਅਤੇ ਹੇਮਕੁੰਟ ਸਾਹਿਬ ਲਈ ਰੋਪਵੇਅ ਪ੍ਰੋਜੈਕਟਾਂ ਨੂੰ ਮਨਜ਼ੂਰੀ ਮਿਲਣ ਨਾਲ ਸ਼ਰਧਾਲੂਆਂ ਨੂੰ ਵੱਡੀ ਸਹੂਲਤ ਮਿਲੇਗੀ। ਇਹ ਪ੍ਰੋਜੈਕਟ ਜਨਤਕ-ਨਿੱਜੀ ਭਾਈਵਾਲੀ ਤਹਿਤ ਬਣਾਏ ਜਾਣਗੇ ਅਤੇ ਯਾਤਰਾ ਦਾ ਸਮਾਂ ਕਈ ਘੰਟਿਆਂ ਤੋਂ ਘਟ ਕੇ ਕੁਝ ਮਿੰਟਾਂ ਦਾ ਰਹਿ ਜਾਵੇਗਾ। ਸਰਕਾਰ ਨੇ ਕਿਹਾ ਕਿ ਇਸ ਨਾਲ ਸਥਾਨਕ ਰੁਜ਼ਗਾਰ ਵਿੱਚ ਵਾਧਾ ਹੋਵੇਗਾ ਅਤੇ ਸੈਰ-ਸਪਾਟੇ ਨੂੰ ਹੁਲਾਰਾ ਮਿਲੇਗਾ।: [480, 620, 708, 675]
- story3-headline: ਸ਼੍ਰੀ ਜਗਦੀਪ ਧਨਖੜ ਨੇ ਭਾਰਤੀ ਕਾਰਪੋਰੇਟਾਂ ਨੂੰ ਵਿਸ਼ੇਸ਼ ਵਿਦਿਅਕ ਸੰਸਥਾਵਾਂ ਦੇ ਨਿਰਮਾਣ ਵਿੱਚ ਨਿਵੇਸ਼ ਕਰਨ ਦੀ ਅਪੀਲ ਕੀਤੀ: [601, 321, 935, 353]
- notice-text: ਸਰਬ ਸਾਧਾਰਨ ਨੂੰ ਸੂਚਿਤ ਕੀਤਾ ਜਾਂਦਾ ਹੈ ਕਿ ਹੇਠ ਲਿਖੇ ਵਿਅਕਤੀਆਂ ਦੇ ਨਾਮ ਦਰਜ ਹਨ:: [4, 1222, 215, 1230]
- protest-photo-image: [5, 1013, 229, 1097]
- table-cell: ਅਮਰਜੀਤ ਕੁਮਾਰ: [30, 1312, 57, 1329]
- story6-body: ਫਾਜ਼ਿਲਕਾ, 5 ਮਾਰਚ- ਕਿਸਾਨ ਜਥੇਬੰਦੀਆਂ ਵੱਲੋਂ ਪੁਤਲਾ ਫੂਕ ਕੇ ਰੋਸ ਪ੍ਰਦਰਸ਼ਨ ਕੀਤਾ ਗਿਆ... ਕਿਸਾਨ ਆਗੂਆਂ ਨੇ ਦੋਸ਼ ਲਾਇਆ ਕਿ ਸਰਕਾਰ ਕਿਸਾਨਾਂ ਦੀਆਂ ਮੰਗਾਂ ਨੂੰ ਅਣਗੌਲਿਆ ਕਰ ਰਹੀ ਹੈ ਅਤੇ ਸ਼ਾਂਤਮਈ ਸੰਘਰਸ਼ ਨੂੰ ਦਬਾਉਣ ਦੀ ਕੋਸ਼ਿਸ਼ ਕਰ ਰਹੀ ਹੈ। ਉਨ੍ਹਾਂ ਨੇ ਚੇਤਾਵਨੀ ਦਿੱਤੀ ਕਿ ਸੰਘਰਸ਼ ਹੋਰ ਤੇਜ਼ ਕੀਤਾ ਜਾਵੇਗਾ।: [4, 1100, 228, 1136]
- newspaper-logo: ਹੱਕ ਸੱਚ ਦਾ ਪਹਿਰੇਦਾਰ: [6, 4, 204, 30]
- col3-body-4: ਸ੍ਰੀ ਅਕਾਲ ਤਖ਼ਤ ਸਾਹਿਬ ਦੇ ਜਥੇਦਾਰ ਵੱਲੋਂ ਜਾਰੀ ਆਦੇਸ਼ਾਂ ਨੂੰ ਲੈ ਕੇ ਸਿੱਖ ਸੰਗਤ ਵਿੱਚ ਚਰਚਾ ਹੈ। ਪੰਥਕ ਜਥੇਬੰਦੀਆਂ ਨੇ ਕਿਹਾ ਕਿ ਤਖ਼ਤ ਸਾਹਿਬ ਦੀ ਮਰਯਾਦਾ ਨੂੰ ਕਾਇਮ ਰੱਖਣਾ ਹਰ ਸਿੱਖ ਦਾ ਫ਼ਰਜ਼ ਹੈ ਅਤੇ ਸਾਰਿਆਂ ਨੂੰ ਇਕਜੁੱਟ ਹੋ ਕੇ ਪੰਥ ਦੀ ਚੜ੍ਹਦੀ ਕਲਾ ਲਈ ਕੰਮ ਕਰਨਾ ਚਾਹੀਦਾ ਹੈ।: [480, 1352, 708, 1388]
- story2-headline: ਨਹਿਰੀ ਵਿਭਾਗ ਦੀ ਐਕਸੀਅਨ ਮੈਡਮ ਕਿਰਨਦੀਪ ਕੌਰ ਨੇ ਕਿਸਾਨਾਂ ਨੂੰ ਸਮਝਾ ਕੇ ਸਕੇਪ ਦਾ ਕੰਮ ਸ਼ੁਰੂ ਕਰਵਾਇਆ: [500, 46, 920, 75]
- table-cell: 494902497334: [171, 1317, 225, 1325]
- page1-body: ਕਿਸਾਨ ਜਥੇਬੰਦੀਆਂ ਵੱਲੋਂ ਚੰਡੀਗੜ੍ਹ ਵੱਲ ਕੂਚ ਕਰਨ ਦੇ ਐਲਾਨ ਤੋਂ ਬਾਅਦ ਪੁਲਿਸ ਵੱਲੋਂ ਥਾਂ-ਥਾਂ ਨਾਕੇਬੰਦੀ ਕੀਤੀ ਗਈ... ਸੰਯੁਕਤ ਕਿਸਾਨ ਮੋਰਚੇ ਦੇ ਆਗੂਆਂ ਨੇ ਦੱਸਿਆ ਕਿ ਪੰਜਾਬ ਭਰ ਤੋਂ ਕਿਸਾਨ ਚੰਡੀਗੜ੍ਹ ਵੱਲ ਰਵਾਨਾ ਹੋਏ ਪਰ ਉਨ੍ਹਾਂ ਨੂੰ ਰਸਤੇ ਵਿੱਚ ਹੀ ਰੋਕ ਲਿਆ ਗਿਆ। ਕਈ ਥਾਵਾਂ 'ਤੇ ਕਿਸਾਨਾਂ ਨੇ ਸੜਕਾਂ 'ਤੇ ਹੀ ਧਰਨਾ ਲਾ ਦਿੱਤਾ। ਆਗੂਆਂ ਨੇ ਕਿਹਾ ਕਿ ਸਰਕਾਰ ਗੱਲਬਾਤ ਦੀ ਬਜਾਏ ਜਬਰ ਦਾ ਰਸਤਾ ਅਪਣਾ ਰਹੀ ਹੈ। ਉਨ੍ਹਾਂ ਨੇ ਮੰਗ ਕੀਤੀ ਕਿ ਗ੍ਰਿਫ਼ਤਾਰ ਕੀਤੇ ਕਿਸਾਨਾਂ ਨੂੰ ਤੁਰੰਤ ਰਿਹਾਅ ਕੀਤਾ ਜਾਵੇ ਅਤੇ ਮੰਗਾਂ ਦਾ ਹੱਲ ਕੀਤਾ ਜਾਵੇ। ਪੁਲਿਸ ਨੇ ਕਈ ਆਗੂਆਂ ਨੂੰ ਘਰਾਂ ਵਿੱਚ ਹੀ ਨਜ਼ਰਬੰਦ ਕਰ ਦਿੱਤਾ। ਕਿਸਾਨਾਂ ਨੇ ਕਿਹਾ ਕਿ ਸੰਘਰਸ਼ ਮੰਗਾਂ ਪੂਰੀਆਂ ਹੋਣ ਤੱਕ ਜਾਰੀ ਰਹੇਗਾ। ਜ਼ਿਲ੍ਹਾ ਪੱਧਰ 'ਤੇ ਵੀ ਕਈ ਥਾਵਾਂ 'ਤੇ ਰੋਸ ਮੁਜ਼ਾਹਰੇ ਕੀਤੇ ਗਏ ਅਤੇ ਸਰਕਾਰ ਵਿਰੁੱਧ ਨਾਅਰੇਬਾਜ਼ੀ ਕੀਤੀ ਗਈ। ਆਗੂਆਂ ਨੇ ਕਿਹਾ ਕਿ ਅਗਲੀ ਰਣਨੀਤੀ ਦਾ ਐਲਾਨ ਜਲਦੀ ਕੀਤਾ ਜਾਵੇਗਾ। ਇਸ ਦੌਰਾਨ ਆਵਾਜਾਈ ਵੀ ਪ੍ਰਭਾਵਿਤ ਰਹੀ ਅਤੇ ਲੋਕਾਂ ਨੂੰ ਪਰੇਸ਼ਾਨੀ ਦਾ ਸਾਹਮਣਾ ਕਰਨਾ ਪਿਆ।: [236, 500, 472, 601]
- notice-header-row: [4, 1262, 228, 1280]
- story6-photo: [4, 1012, 230, 1098]
